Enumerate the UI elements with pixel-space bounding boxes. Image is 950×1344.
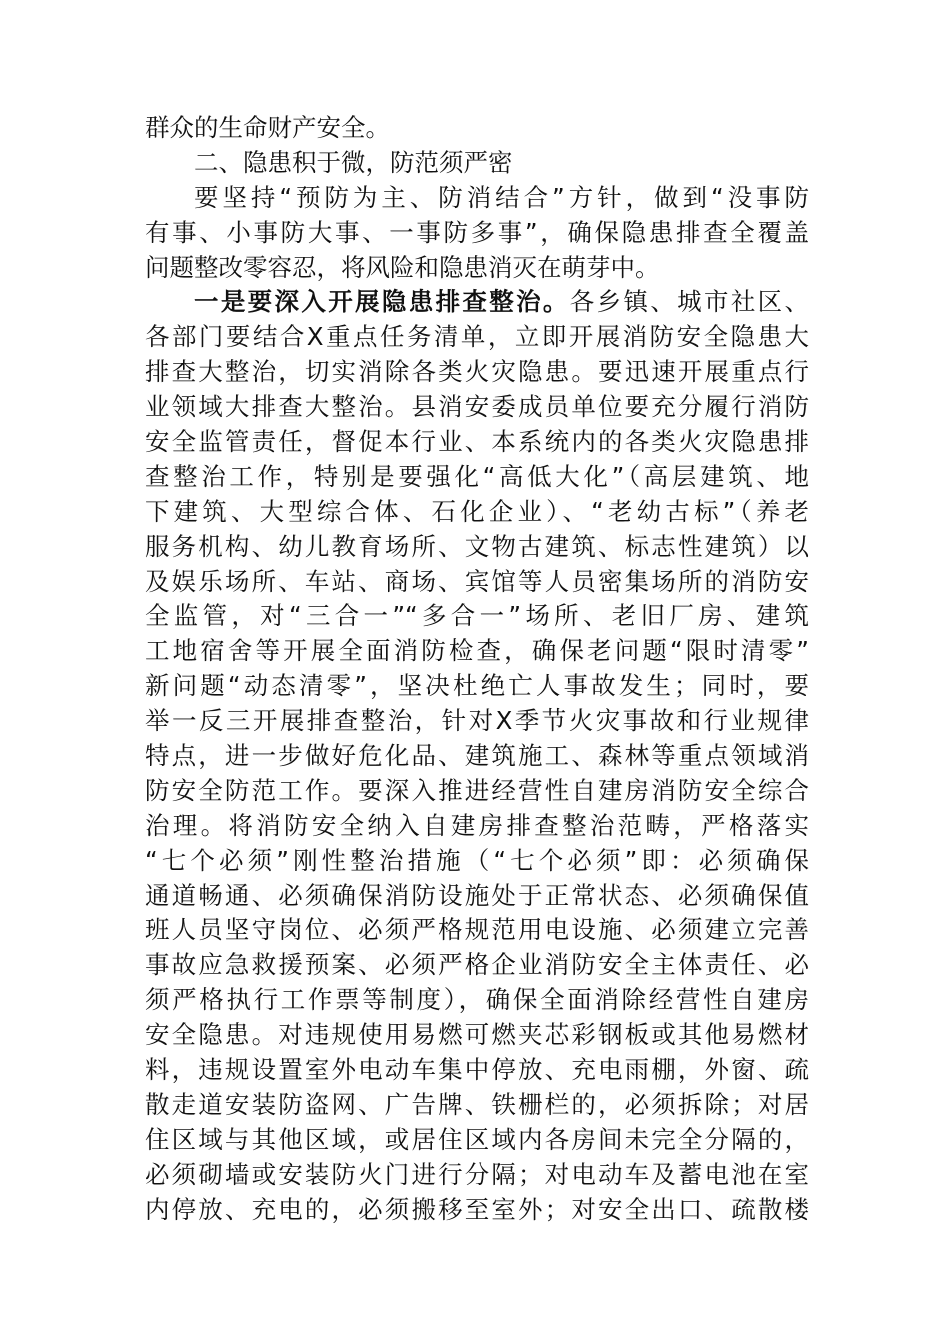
text-line: 治理。将消防安全纳入自建房排查整治范畴，严格落实 [145,810,809,840]
text-line: 有事、小事防大事、一事防多事”，确保隐患排查全覆盖 [145,217,809,247]
text-line: 必须砌墙或安装防火门进行分隔；对电动车及蓄电池在室 [145,1159,809,1189]
text-line: 群众的生命财产安全。 [145,113,390,142]
text-line: 工地宿舍等开展全面消防检查，确保老问题“限时清零” [145,636,809,666]
text-line: 新问题“动态清零”，坚决杜绝亡人事故发生；同时，要 [145,671,809,701]
text-line: 全监管，对“三合一”“多合一”场所、老旧厂房、建筑 [145,601,809,631]
text-line: 及娱乐场所、车站、商场、宾馆等人员密集场所的消防安 [145,566,809,596]
text-line: 住区域与其他区域，或居住区域内各房间未完全分隔的， [145,1124,809,1154]
text-line: 举一反三开展排查整治，针对X季节火灾事故和行业规律 [145,706,809,736]
paragraph-lead-bold: 一是要深入开展隐患排查整治。 [194,287,570,317]
text-line: 散走道安装防盗网、广告牌、铁栅栏的，必须拆除；对居 [145,1089,809,1119]
text-line: 下建筑、大型综合体、石化企业）、“老幼古标”（养老 [145,496,809,526]
text-line: 安全监管责任，督促本行业、本系统内的各类火灾隐患排 [145,427,809,457]
text-line: 问题整改零容忍，将风险和隐患消灭在萌芽中。 [145,252,660,282]
text-line: 事故应急救援预案、必须严格企业消防安全主体责任、必 [145,950,809,980]
text-line: 须严格执行工作票等制度），确保全面消除经营性自建房 [145,985,809,1015]
text-line: “七个必须”刚性整治措施（“七个必须”即：必须确保 [145,845,809,875]
text-line: 班人员坚守岗位、必须严格规范用电设施、必须建立完善 [145,915,809,945]
document-body [145,111,809,1228]
text-line: 查整治工作，特别是要强化“高低大化”（高层建筑、地 [145,461,809,491]
text-segment: 各乡镇、城市社区、 [569,287,809,317]
section-heading: 二、隐患积于微，防范须严密 [194,147,513,177]
text-line: 料，违规设置室外电动车集中停放、充电雨棚，外窗、疏 [145,1055,809,1085]
text-line: 特点，进一步做好危化品、建筑施工、森林等重点领域消 [145,741,809,771]
text-line: 安全隐患。对违规使用易燃可燃夹芯彩钢板或其他易燃材 [145,1020,809,1050]
text-line: 业领域大排查大整治。县消安委成员单位要充分履行消防 [145,392,809,422]
text-line: 内停放、充电的，必须搬移至室外；对安全出口、疏散楼 [145,1194,809,1224]
text-line [145,285,809,320]
text-line: 防安全防范工作。要深入推进经营性自建房消防安全综合 [145,775,809,805]
text-line: 排查大整治，切实消除各类火灾隐患。要迅速开展重点行 [145,357,809,387]
text-line: 要坚持“预防为主、防消结合”方针，做到“没事防 [194,182,809,212]
text-line: 通道畅通、必须确保消防设施处于正常状态、必须确保值 [145,880,809,910]
text-line: 各部门要结合X重点任务清单，立即开展消防安全隐患大 [145,322,809,352]
text-line: 服务机构、幼儿教育场所、文物古建筑、标志性建筑）以 [145,531,809,561]
